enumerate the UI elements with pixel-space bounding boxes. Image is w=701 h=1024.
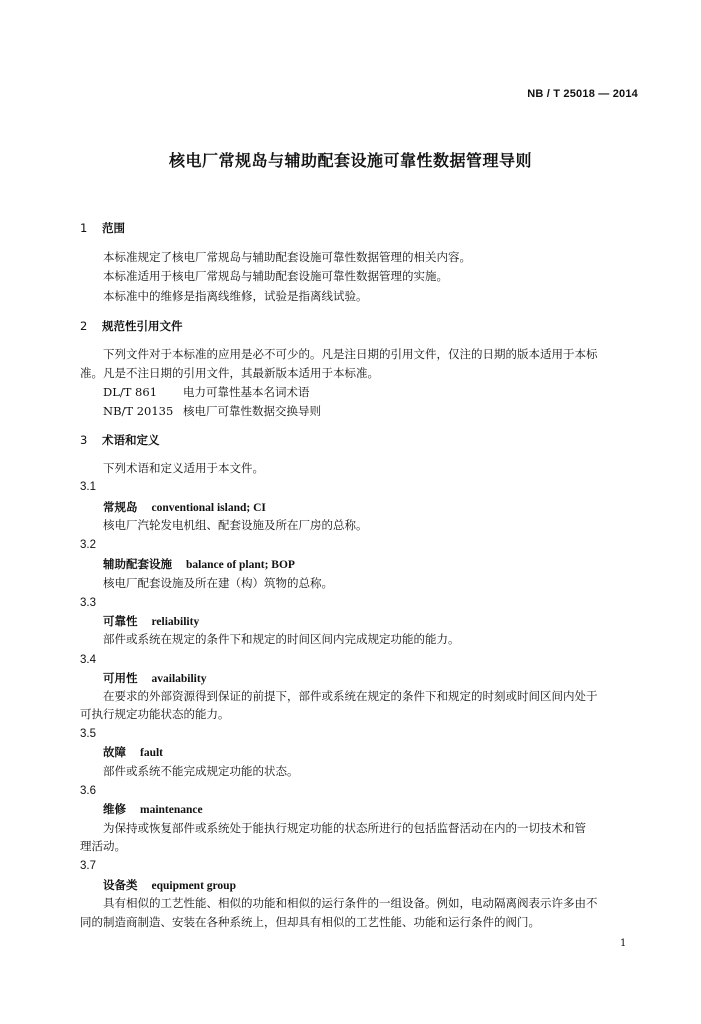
term-definition: 具有相似的工艺性能、相似的功能和相似的运行条件的一组设备。例如，电动隔离阀表示许多由不 [103,896,598,910]
reference-code: NB/T 20135 [103,404,174,418]
paragraph: 下列文件对于本标准的应用是必不可少的。凡是注日期的引用文件，仅注的日期的版本适用于本标 [103,347,598,361]
term-heading [103,613,199,630]
section-number: 1 [80,221,88,235]
document-title: 核电厂常规岛与辅助配套设施可靠性数据管理导则 [168,151,532,170]
term-heading [103,670,206,687]
term-en: maintenance [140,804,203,816]
term-cn: 常规岛 [103,500,138,514]
paragraph: 准。凡是不注日期的引用文件，其最新版本适用于本标准。 [80,366,379,380]
term-definition: 同的制造商制造、安装在各种系统上，但却具有相似的工艺性能、功能和运行条件的阀门。 [80,915,540,929]
section-number: 3 [80,433,88,447]
section-2-heading [80,318,183,334]
term-definition: 理活动。 [80,839,126,853]
term-en: reliability [151,616,200,628]
term-cn: 设备类 [103,878,138,892]
term-heading [103,499,266,516]
reference-item [103,403,321,419]
standard-code-header: NB / T 25018 — 2014 [527,88,638,100]
term-definition: 部件或系统不能完成规定功能的状态。 [103,764,299,778]
term-definition: 核电厂配套设施及所在建（构）筑物的总称。 [103,576,333,590]
term-heading [103,744,163,761]
term-heading [103,801,203,818]
term-cn: 故障 [103,745,126,759]
reference-name: 电力可靠性基本名词术语 [183,385,310,399]
section-number: 2 [80,319,88,333]
paragraph: 下列术语和定义适用于本文件。 [103,461,264,475]
term-number: 3.3 [80,597,96,609]
term-number: 3.7 [80,860,96,872]
term-cn: 可靠性 [103,614,138,628]
term-heading [103,556,295,573]
term-en: fault [140,747,163,759]
reference-code: DL/T 861 [103,385,158,399]
term-number: 3.5 [80,728,96,740]
term-en: balance of plant; BOP [186,559,295,571]
reference-name: 核电厂可靠性数据交换导则 [183,404,321,418]
section-1-heading [80,220,125,236]
paragraph: 本标准适用于核电厂常规岛与辅助配套设施可靠性数据管理的实施。 [103,269,448,283]
term-number: 3.4 [80,654,96,666]
section-title: 术语和定义 [102,433,160,447]
section-3-heading [80,432,160,448]
term-cn: 辅助配套设施 [103,557,172,571]
term-en: availability [151,673,207,685]
section-title: 规范性引用文件 [102,319,183,333]
paragraph: 本标准规定了核电厂常规岛与辅助配套设施可靠性数据管理的相关内容。 [103,250,471,264]
term-definition: 可执行规定功能状态的能力。 [80,707,230,721]
term-cn: 维修 [103,802,126,816]
term-definition: 为保持或恢复部件或系统处于能执行规定功能的状态所进行的包括监督活动在内的一切技术和管 [103,821,586,835]
term-heading [103,877,236,894]
section-title: 范围 [102,221,125,235]
term-definition: 部件或系统在规定的条件下和规定的时间区间内完成规定功能的能力。 [103,632,460,646]
term-en: equipment group [151,880,236,892]
term-definition: 核电厂汽轮发电机组、配套设施及所在厂房的总称。 [103,518,368,532]
term-number: 3.6 [80,785,96,797]
term-number: 3.1 [80,481,96,493]
page-number: 1 [620,938,627,949]
reference-item [103,384,310,400]
term-cn: 可用性 [103,671,138,685]
term-definition: 在要求的外部资源得到保证的前提下，部件或系统在规定的条件下和规定的时刻或时间区间内处于 [103,689,598,703]
paragraph: 本标准中的维修是指离线维修，试验是指离线试验。 [103,289,368,303]
term-number: 3.2 [80,539,96,551]
term-en: conventional island; CI [151,502,266,514]
